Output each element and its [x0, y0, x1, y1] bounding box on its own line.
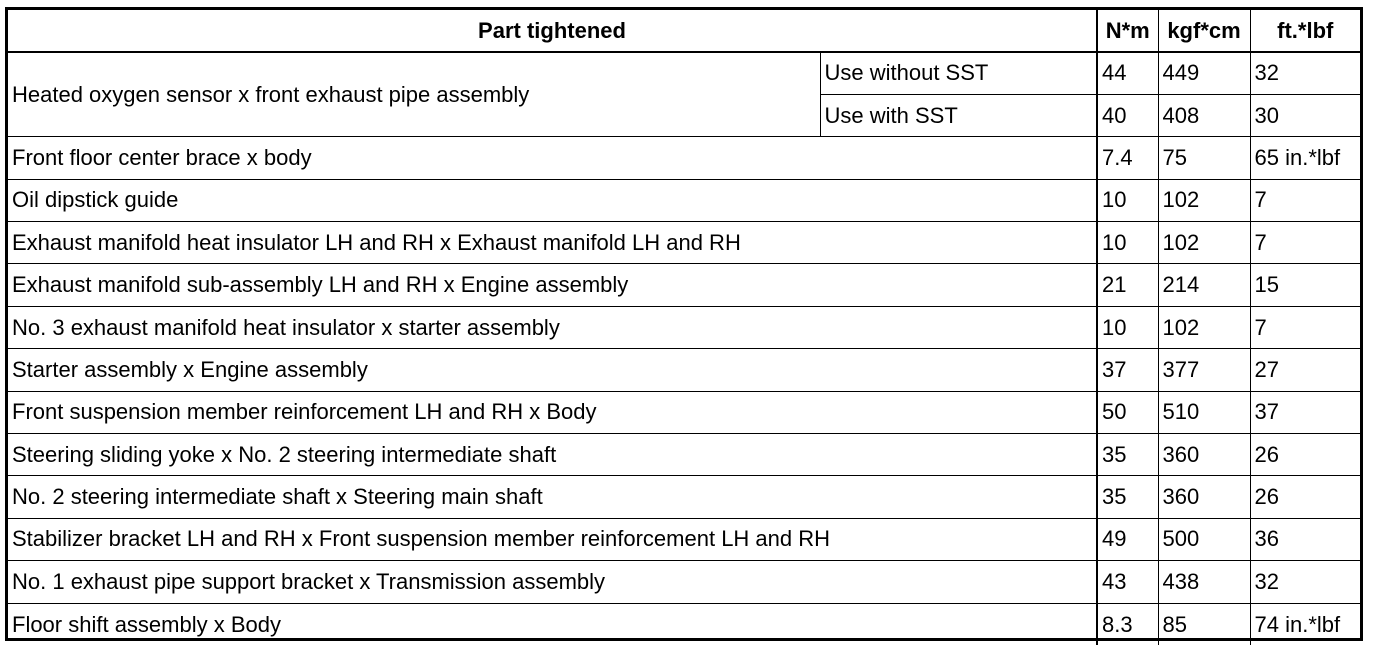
part-cell: Exhaust manifold sub-assembly LH and RH x Engine assembly	[8, 264, 1097, 306]
condition-cell: Use with SST	[820, 94, 1097, 136]
kgfcm-cell: 449	[1158, 52, 1250, 94]
table-row	[8, 306, 1360, 348]
kgfcm-cell: 102	[1158, 306, 1250, 348]
table-row	[8, 137, 1360, 179]
header-row	[8, 10, 1360, 52]
kgfcm-cell: 438	[1158, 561, 1250, 603]
ftlbf-cell: 37	[1250, 391, 1360, 433]
nm-cell: 40	[1097, 94, 1158, 136]
part-cell: Front suspension member reinforcement LH and RH x Body	[8, 391, 1097, 433]
part-cell: Exhaust manifold heat insulator LH and RH x Exhaust manifold LH and RH	[8, 222, 1097, 264]
ftlbf-cell: 30	[1250, 94, 1360, 136]
part-cell: No. 2 steering intermediate shaft x Steering main shaft	[8, 476, 1097, 518]
table-row	[8, 561, 1360, 603]
kgfcm-cell: 360	[1158, 476, 1250, 518]
ftlbf-cell: 36	[1250, 518, 1360, 560]
part-cell: Front floor center brace x body	[8, 137, 1097, 179]
ftlbf-cell: 7	[1250, 306, 1360, 348]
table-row	[8, 349, 1360, 391]
ftlbf-cell: 26	[1250, 434, 1360, 476]
ftlbf-cell: 32	[1250, 52, 1360, 94]
condition-cell: Use without SST	[820, 52, 1097, 94]
nm-cell: 50	[1097, 391, 1158, 433]
header-kgfcm: kgf*cm	[1158, 10, 1250, 52]
nm-cell: 35	[1097, 476, 1158, 518]
kgfcm-cell: 75	[1158, 137, 1250, 179]
kgfcm-cell: 510	[1158, 391, 1250, 433]
nm-cell: 44	[1097, 52, 1158, 94]
table-row	[8, 434, 1360, 476]
table-row	[8, 52, 1360, 94]
kgfcm-cell: 85	[1158, 603, 1250, 645]
nm-cell: 8.3	[1097, 603, 1158, 645]
nm-cell: 7.4	[1097, 137, 1158, 179]
part-cell: Heated oxygen sensor x front exhaust pipe assembly	[8, 52, 820, 137]
part-cell: Oil dipstick guide	[8, 179, 1097, 221]
kgfcm-cell: 214	[1158, 264, 1250, 306]
ftlbf-cell: 65 in.*lbf	[1250, 137, 1360, 179]
header-part-tightened: Part tightened	[8, 10, 1097, 52]
nm-cell: 21	[1097, 264, 1158, 306]
header-nm: N*m	[1097, 10, 1158, 52]
table-row	[8, 391, 1360, 433]
torque-spec-table	[8, 10, 1360, 645]
kgfcm-cell: 377	[1158, 349, 1250, 391]
table-row	[8, 222, 1360, 264]
nm-cell: 35	[1097, 434, 1158, 476]
part-cell: No. 1 exhaust pipe support bracket x Transmission assembly	[8, 561, 1097, 603]
ftlbf-cell: 27	[1250, 349, 1360, 391]
part-cell: Floor shift assembly x Body	[8, 603, 1097, 645]
part-cell: Stabilizer bracket LH and RH x Front suspension member reinforcement LH and RH	[8, 518, 1097, 560]
ftlbf-cell: 32	[1250, 561, 1360, 603]
ftlbf-cell: 74 in.*lbf	[1250, 603, 1360, 645]
nm-cell: 37	[1097, 349, 1158, 391]
part-cell: Steering sliding yoke x No. 2 steering intermediate shaft	[8, 434, 1097, 476]
ftlbf-cell: 7	[1250, 222, 1360, 264]
kgfcm-cell: 408	[1158, 94, 1250, 136]
kgfcm-cell: 102	[1158, 222, 1250, 264]
table-row	[8, 179, 1360, 221]
nm-cell: 43	[1097, 561, 1158, 603]
table-body	[8, 52, 1360, 645]
kgfcm-cell: 500	[1158, 518, 1250, 560]
nm-cell: 10	[1097, 306, 1158, 348]
table-row	[8, 264, 1360, 306]
header-ftlbf: ft.*lbf	[1250, 10, 1360, 52]
nm-cell: 49	[1097, 518, 1158, 560]
ftlbf-cell: 7	[1250, 179, 1360, 221]
nm-cell: 10	[1097, 179, 1158, 221]
torque-spec-table-frame	[5, 7, 1363, 641]
table-row	[8, 518, 1360, 560]
table-row	[8, 603, 1360, 645]
part-cell: Starter assembly x Engine assembly	[8, 349, 1097, 391]
ftlbf-cell: 15	[1250, 264, 1360, 306]
kgfcm-cell: 102	[1158, 179, 1250, 221]
kgfcm-cell: 360	[1158, 434, 1250, 476]
part-cell: No. 3 exhaust manifold heat insulator x starter assembly	[8, 306, 1097, 348]
ftlbf-cell: 26	[1250, 476, 1360, 518]
nm-cell: 10	[1097, 222, 1158, 264]
table-row	[8, 476, 1360, 518]
